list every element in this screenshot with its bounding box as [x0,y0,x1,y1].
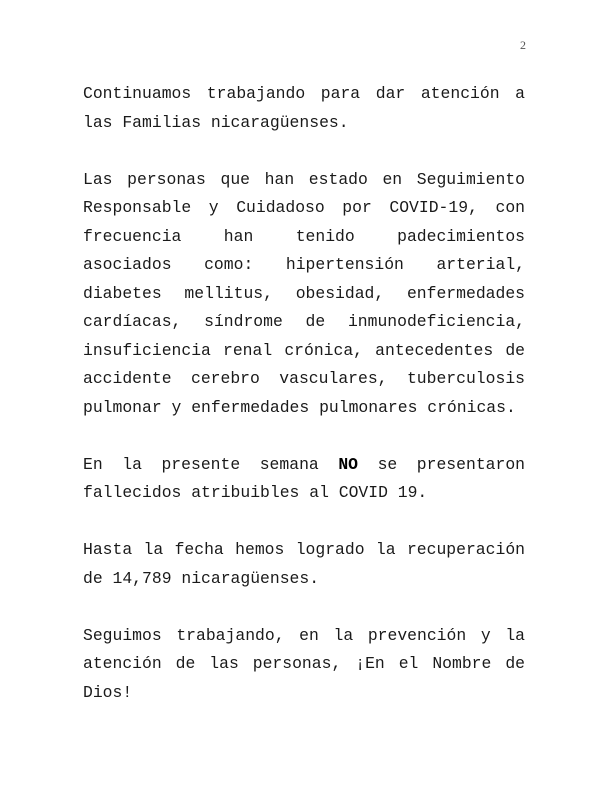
paragraph-attention: Continuamos trabajando para dar atención a las Familias nicaragüenses. [83,84,525,132]
paragraph-recovery: Hasta la fecha hemos logrado la recuperación de 14,789 nicaragüenses. [83,540,525,588]
document-body [83,80,525,707]
paragraph-closing: Seguimos trabajando, en la prevención y la atención de las personas, ¡En el Nombre de Dios! [83,625,525,702]
paragraph-deaths [83,451,525,508]
page-number: 2 [520,38,526,52]
paragraph-deaths-after: se presentaron fallecidos atribuibles al COVID 19. [83,454,525,502]
paragraph-conditions: Las personas que han estado en Seguimiento Responsable y Cuidadoso por COVID-19, con frecuencia han tenido padecimientos asociados como: hipertensión arterial, diabetes mellitus, obesidad, enfermedades cardíacas, síndrome de inmunodeficiencia, insuficiencia renal crónica, antecedentes de accidente cerebro vasculares, tuberculosis pulmonar y enfermedades pulmonares crónicas. [83,169,525,417]
emphasis-no: NO [338,454,358,474]
paragraph-deaths-before: En la presente semana [83,454,339,474]
